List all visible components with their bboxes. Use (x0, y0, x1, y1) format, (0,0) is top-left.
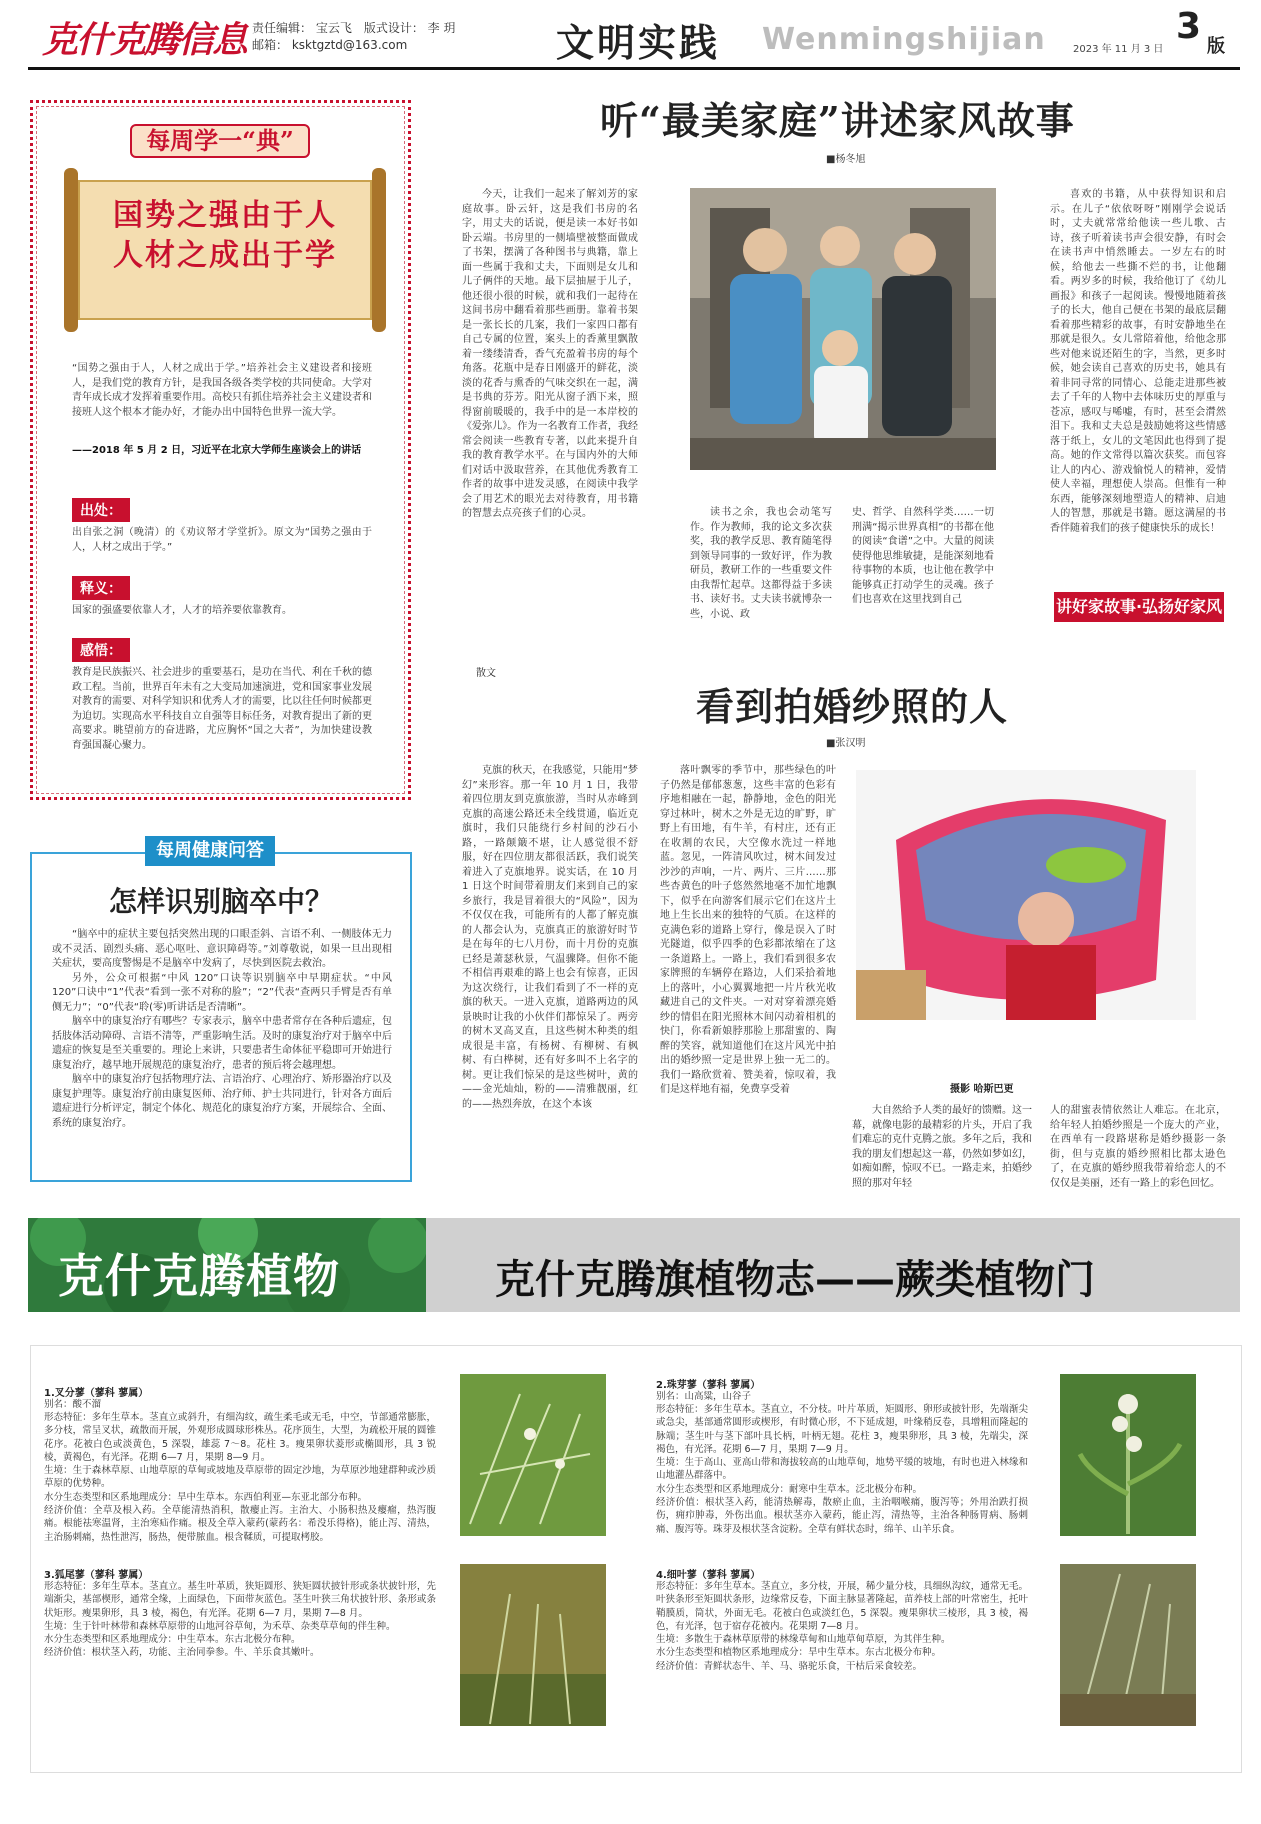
header-rule (28, 67, 1240, 70)
plant-3-body: 形态特征：多年生草本。茎直立。基生叶革质，狭矩圆形、狭矩圆状披针形或条状披针形，先端渐尖，基部楔形，通常全缘，上面绿色，下面带灰蓝色。茎生叶狭三角状披针形、条形或条状矩形。瘦果卵形，具 3 棱，褐色，有光泽。花期 6—7 月，果期 7—8 月。 生境：生于针叶林带和森林草原带的山地河谷草甸，为禾草、杂类草草甸的伴生种。 水分生态类型和区系地理成分：中生草本。东古北极分布种。 经济价值：根状茎入药，功能、主治同拳参。牛、羊乐食其嫩叶。 (44, 1581, 436, 1659)
email-line: 邮箱： ksktgztd@163.com (252, 38, 408, 52)
wedding-photo-illustration (856, 770, 1196, 1020)
classic-quote: “国势之强由于人，人材之成出于学。”培养社会主义建设者和接班人，是我们党的教育方针，是我国各级各类学校的共同使命。大学对青年成长成才发挥着重要作用。高校只有抓住培养社会主义建设者和接班人这个根本才能办好，才能办出中国特色世界一流大学。 (72, 363, 372, 418)
health-body (52, 928, 392, 1172)
health-paragraph: “脑卒中的症状主要包括突然出现的口眼歪斜、言语不利、一侧肢体无力或不灵活、剧烈头痛、恶心呕吐、意识障碍等。”刘尊敬说，如果一旦出现相关症状，要高度警惕是不是脑卒中发病了，尽快到医院去救治。 (52, 929, 392, 969)
health-title: 怎样识别脑卒中？ (108, 885, 333, 918)
section-title: 文明实践 (556, 20, 721, 65)
classic-label: 每周学一“典” (130, 124, 310, 158)
masthead-logo: 克什克腾信息 (42, 19, 247, 61)
classic-title-line1: 国势之强由于人 (113, 198, 337, 233)
health-paragraph: 脑卒中的康复治疗有哪些？专家表示，脑卒中患者常存在各种后遗症，包括肢体活动障碍、言语不清等，严重影响生活。及时的康复治疗对于脑卒中后遗症的恢复是至关重要的。理论上来讲，只要患者生命体征平稳即可开始进行康复治疗，越早地开展规范的康复治疗，患者的预后将会越理想。 (52, 1016, 392, 1071)
insight-tag: 感悟： (72, 638, 130, 662)
editor-info (252, 20, 455, 54)
editor-line: 责任编辑： 宝云飞 版式设计： 李 玥 (252, 21, 456, 35)
health-paragraph: 脑卒中的康复治疗包括物理疗法、言语治疗、心理治疗、矫形器治疗以及康复护理等。康复治疗前由康复医师、治疗师、护士共同进行，针对各方面后遗症进行分析评定，制定个体化、规范化的康复治疗方案，开展综合、全面、系统的康复治疗。 (52, 1074, 392, 1129)
plant-2-heading: 2.珠芽蓼（蓼科 蓼属） (656, 1380, 761, 1391)
plant-3-photo (460, 1564, 606, 1726)
essay-label: 散文 (476, 668, 496, 679)
wedding-photo (856, 770, 1196, 1020)
plant-1-alias: 别名：酸不溜 (44, 1399, 102, 1410)
plant-2-illustration (1060, 1374, 1196, 1536)
plant-1-illustration (460, 1374, 606, 1536)
plant-2-photo (1060, 1374, 1196, 1536)
section-pinyin: Wenmingshijian (762, 22, 1046, 57)
plant-1-body: 形态特征：多年生草本。茎直立或斜升，有细沟纹，疏生柔毛或无毛，中空，节部通常膨胀，多分枝，常呈叉状，疏散而开展，外观形成圆球形株丛。花序顶生，大型，为疏松开展的圆锥花序。花被白色或淡黄色，5 深裂，雄蕊 7～8。花柱 3。瘦果卵状菱形或椭圆形，具 3 锐棱，黄褐色，有光泽。花期 6—7 月，果期 8—9 月。 生境：生于森林草原、山地草原的草甸或坡地及草原带的固定沙地，为草原沙地建群种或沙质草原的优势种。 水分生态类型和区系地理成分：旱中生草本。东西伯利亚—东亚北部分布种。 经济价值：全草及根入药。全草能清热消积，散瘿止泻。主治大、小肠积热及瘿瘤，热泻腹痛。根能祛寒温肾，主治寒疝作痛。根及全草入蒙药(蒙药名：希没乐得格)，能止泻、清热，主治肠刺痛，热性泄泻，肠热，便带脓血。根含鞣质，可提取栲胶。 (44, 1412, 436, 1543)
family-photo (690, 188, 996, 470)
family-column-2: 读书之余，我也会动笔写作。作为教师，我的论文多次获奖，我的教学反思、教育随笔得到领导同事的一致好评，作为教研员，教研工作的一些重要文件由我帮忙起草。这都得益于多读书、读好书。丈夫读书就博杂一些，小说、政 (690, 507, 832, 620)
health-paragraph: 另外，公众可根据“中风 120”口诀等识别脑卒中早期症状。“中风 120”口诀中“1”代表“看到一张不对称的脸”；“2”代表“查两只手臂是否有单侧无力”；“0”代表“聆(零)听讲话是否清晰”。 (52, 972, 392, 1013)
insight-text: 教育是民族振兴、社会进步的重要基石，是功在当代、利在千秋的德政工程。当前，世界百年未有之大变局加速演进，党和国家事业发展对教育的需要、对科学知识和优秀人才的需要，比以往任何时候都更为迫切。实现高水平科技自立自强等目标任务，对教育提出了新的更高要求。眺望前方的奋进路，尤应胸怀“国之大者”，为加快建设教育强国凝心聚力。 (72, 667, 372, 751)
page-date: 2023 年 11 月 3 日 (1073, 44, 1164, 55)
wedding-byline: ■张汉明 (826, 738, 866, 749)
wedding-column-3: 大自然给予人类的最好的馈赠。这一幕，就像电影的最精彩的片头，开启了我们难忘的克什克腾之旅。多年之后，我和我的朋友们想起这一幕，仍然如梦如幻，如痴如醉，惊叹不已。一路走来，拍婚纱照的那对年轻 (852, 1105, 1032, 1189)
family-slogan-banner: 讲好家故事·弘扬好家风 (1054, 592, 1224, 622)
plant-4-photo (1060, 1564, 1196, 1726)
plant-2-alias: 别名：山高粱，山谷子 (656, 1391, 752, 1402)
scroll-roller-right (372, 168, 386, 332)
family-byline: ■杨冬旭 (826, 154, 866, 165)
health-tag: 每周健康问答 (145, 836, 275, 866)
wedding-column-2: 落叶飘零的季节中，那些绿色的叶子仍然是郁郁葱葱，这些丰富的色彩有序地相融在一起，静静地，金色的阳光穿过林叶，树木之外是无边的旷野，旷野上有田地，有牛羊，有村庄，还有正在收割的农民，大空像水洗过一样地蓝。忽见，一阵清风吹过，树木间发过沙沙的声响，一片、两片、三片……那些杏黄色的叶子悠然然地毫不加忙地飘下，似乎在向游客们展示它们在这片土地上生长出来的独特的气质。在这样的克满色彩的道路上穿行，像是误入了时光隧道，似乎四季的色彩都浓缩在了这一条道路上。一路上，我们看到很多农家牌照的车辆停在路边，人们采拾着地上的落叶，小心翼翼地把一片片秋光收藏进自己的文件夹。一对对穿着漂亮婚纱的情侣在阳光照林木间闪动着相机的快门，你看新娘脖那脸上那甜蜜的、陶醉的笑容，就知道他们在这片风光中拍出的婚纱照一定是世界上独一无二的。我们一路欣赏着、赞美着，惊叹着，我们是这样地有福，免费享受着 (660, 765, 836, 1095)
wedding-photo-credit: 摄影 哈斯巴更 (950, 1084, 1014, 1095)
family-article-title: 听“最美家庭”讲述家风故事 (600, 98, 1075, 143)
meaning-tag: 释义： (72, 576, 130, 600)
classic-source-note: ——2018 年 5 月 2 日，习近平在北京大学师生座谈会上的讲话 (72, 445, 362, 456)
family-column-4: 喜欢的书籍，从中获得知识和启示。在儿子“依依呀呀”刚刚学会说话时，丈夫就常常给他读一些儿歌、古诗，孩子听着读书声会很安静，有时会在读书声中悄然睡去。一岁左右的时候，给他去一些撕不烂的书，让他翻看。两岁多的时候，我给他订了《幼儿画报》和孩子一起阅读。慢慢地随着孩子的长大，他自己便在书架的最底层翻看着那些精彩的故事，有时安静地坐在那就是很久。女儿常陪着他，给他念那些对他来说还陌生的字，当然，更多时候，她会读自己喜欢的历史书，她具有着非同寻常的同情心、总能走进那些被去了千年的人物中去体味历史的厚重与苍凉，感叹与唏嘘，有时，甚至会潸然泪下。我和丈夫总是鼓励她将这些情感落于纸上，女儿的文笔因此也得到了提高。她的作文常得以篇次获奖。而包容让人的内心、游戏愉悦人的精神，爱情使人幸福，理想使人崇高。但惟有一种东西，能够深刻地塑造人的精神、启迪人的智慧，那就是书籍。愿这满屋的书香伴随着我们的孩子健康快乐的成长！ (1050, 189, 1226, 534)
wedding-column-4: 人的甜蜜表情依然让人难忘。在北京，给年轻人拍婚纱照是一个庞大的产业，在西单有一段路堪称是婚纱摄影一条街，但与克旗的婚纱照相比都太逊色了，在克旗的婚纱照我带着给恋人的不仅仅是美丽，还有一路上的彩色回忆。 (1050, 1105, 1226, 1189)
plant-4-illustration (1060, 1564, 1196, 1726)
plant-1-heading: 1.叉分蓼（蓼科 蓼属） (44, 1388, 149, 1399)
meaning-text: 国家的强盛要依靠人才，人才的培养要依靠教育。 (72, 605, 292, 616)
family-column-3: 史、哲学、自然科学类……一切刑满“揭示世界真相”的书都在他的阅读“食谱”之中。大量的阅读使得他思维敏捷，是能深刻地看待事物的本质，也让他在教学中能够真正打动学生的灵魂。孩子们也喜欢在这里找到自己 (852, 507, 994, 605)
page-number: 3 (1176, 6, 1202, 47)
wedding-article-title: 看到拍婚纱照的人 (696, 684, 1009, 729)
plant-1-photo (460, 1374, 606, 1536)
scroll-roller-left (64, 168, 78, 332)
plant-banner-subtitle: 克什克腾旗植物志——蕨类植物门 (495, 1257, 1095, 1303)
family-column-1: 今天，让我们一起来了解刘芳的家庭故事。卧云轩，这是我们书房的名字，用丈夫的话说，便是读一本好书如卧云端。书房里的一侧墙壁被整面做成了书架，摆满了各种图书与典籍，靠上面一些属于我和丈夫，下面则是女儿和儿子俩伴的天地。最下层抽屉于儿子，他还很小很的时候，就和我们一起待在这间书房中翻看着那些画册。靠着书架是一张长长的几案，我们一家四口都有自己专属的位置，案头上的香薰里飘散着一缕缕清香，香气充盈着书房的每个角落。花瓶中是春日刚盛开的鲜花，淡淡的花香与熏香的气味交织在一起，满是书典的芬芳。阳光从窗子洒下来，照得窗前暖暖的，我手中的是一本岸校的《爱弥儿》。作为一名教育工作者，我经常会阅读一些教育专著，以此来提升自我的教育教学水平。在与国内外的大师们对话中汲取营养，在其他优秀教育工作者的故事中进发灵感，在阅读中我学会了用艺术的眼光去对待教育，用书籍的智慧去点亮孩子们的心灵。 (462, 189, 638, 519)
family-photo-illustration (690, 188, 996, 470)
classic-title-line2: 人材之成出于学 (113, 238, 337, 273)
origin-tag: 出处： (72, 498, 130, 522)
plant-3-illustration (460, 1564, 606, 1726)
classic-title (90, 196, 360, 276)
plant-banner-title: 克什克腾植物 (58, 1249, 340, 1303)
page-suffix: 版 (1207, 36, 1225, 57)
wedding-column-1: 克旗的秋天，在我感觉，只能用“梦幻”来形容。那一年 10 月 1 日，我带着四位朋友到克旗旅游，当时从赤峰到克旗的高速公路还未全线贯通，临近克旗时，我们只能绕行乡村间的沙石小路，一路颠簸不堪，让人感觉很不舒服，好在四位朋友都很活跃，我们说笑着进入了克旗地界。说实话，在 10 月 1 日这个时间带着朋友们来到自己的家乡旅行，我是冒着很大的“风险”，因为不仅仅在我，可能所有的人都了解克旗的人都会认为，克旗真正的旅游好时节是在每年的七八月份，而十月份的克旗已经是萧瑟秋景，气温骤降。但你不能不相信再艰难的路上也会有惊喜，正因为这次绕行，让我们看到了不一样的克旗的秋天。一进入克旗，道路两边的风景映时让我的小伙伴们都惊呆了。两旁的树木叉高叉直，且这些树木种类的组成很是丰富，有杨树、有柳树、有枫树、有白桦树，还有好多叫不上名字的树。更让我们惊呆的是这些树叶，黄的——金光灿灿，粉的——清雅靓丽，红的——热烈奔放，在这个本该 (462, 765, 638, 1110)
origin-text: 出自张之洞（晚清）的《劝议帑才学堂折》。原文为“国势之强由于人，人材之成出于学。” (72, 527, 372, 553)
plant-2-body: 形态特征：多年生草本。茎直立，不分枝。叶片革质，矩圆形、卵形或披针形，先端渐尖或急尖，基部通常圆形或楔形，有时微心形，不下延成翅，叶缘稍反卷，具增粗而隆起的脉端；茎生叶与茎下部叶具长柄，叶柄无翅。花柱 3，瘦果卵形，具 3 棱，先端尖，深褐色，有光泽。花期 6—7 月，果期 7—9 月。 生境：生于高山、亚高山带和海拔较高的山地草甸，地势平缓的坡地，有时也进入林缘和山地灌丛群落中。 水分生态类型和区系地理成分：耐寒中生草本。泛北极分布种。 经济价值：根状茎入药，能清热解毒，散瘀止血，主治咽喉痛，腹泻等；外用治跌打损伤，痈疖肿毒，外伤出血。根状茎亦入蒙药，能止泻，清热等，主治各种肠胃病、肠刺痛、腹泻等。珠芽及根状茎含淀粉。全草有鲜状态时，绵羊、山羊乐食。 (656, 1404, 1028, 1535)
plant-3-heading: 3.狐尾蓼（蓼科 蓼属） (44, 1570, 149, 1581)
plant-4-heading: 4.细叶蓼（蓼科 蓼属） (656, 1570, 761, 1581)
plant-4-body: 形态特征：多年生草本。茎直立，多分枝，开展，稀少量分枝，具细纵沟纹，通常无毛。叶狭条形至矩圆状条形，边缘常反卷，下面主脉显著隆起，苗养枝上部的叶常密生，托叶鞘膜质，筒状，外面无毛。花被白色或淡红色，5 深裂。瘦果卵状三棱形，具 3 棱，褐色，有光泽，包于宿存花被内。花果期 7—8 月。 生境：多散生于森林草原带的林缘草甸和山地草甸草原，为其伴生种。 水分生态类型和植物区系地理成分：旱中生草本。东古北极分布种。 经济价值：青鲜状态牛、羊、马、骆驼乐食，干枯后采食较差。 (656, 1581, 1028, 1672)
